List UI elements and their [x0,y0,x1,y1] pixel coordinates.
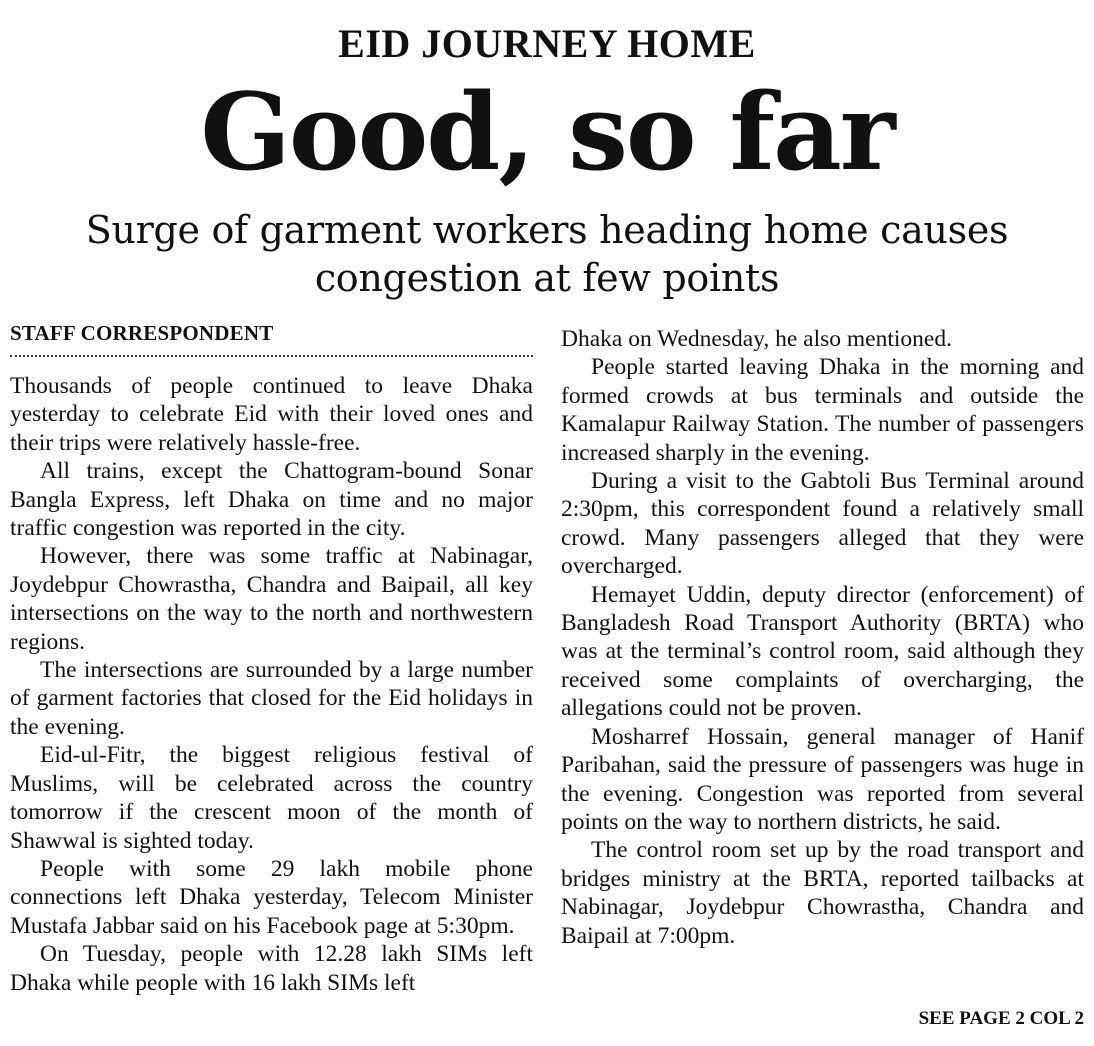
headline: Good, so far [200,69,894,194]
body-paragraph: All trains, except the Chattogram-bound Sonar Bangla Express, left Dhaka on time and no major traffic congestion was reported in the city. [10,458,533,542]
body-paragraph: Mosharref Hossain, general manager of Hanif Paribahan, said the pressure of passengers was huge in the evening. Congestion was reported from several points on the way to northern districts, he said. [561,723,1084,835]
body-paragraph: Hemayet Uddin, deputy director (enforcement) of Bangladesh Road Transport Authority (BRTA) who was at the terminal’s control room, said although they received some complaints of overcharging, the allegations could not be proven. [561,581,1084,722]
body-paragraph: Thousands of people continued to leave Dhaka yesterday to celebrate Eid with their loved ones and their trips were relatively hassle-free. [10,373,533,456]
byline-divider [10,355,533,357]
body-paragraph: However, there was some traffic at Nabinagar, Joydebpur Chowrastha, Chandra and Baipail, all key intersections on the way to the north and northwestern regions. [10,543,533,655]
deck-subheadline: Surge of garment workers heading home causes congestion at few points [85,208,1009,300]
continuation-jump-line: SEE PAGE 2 COL 2 [918,1008,1084,1029]
body-paragraph: During a visit to the Gabtoli Bus Terminal around 2:30pm, this correspondent found a relatively small crowd. Many passengers alleged that they were overcharged. [561,468,1084,580]
body-paragraph: People with some 29 lakh mobile phone connections left Dhaka yesterday, Telecom Minister Mustafa Jabbar said on his Facebook page at 5:30pm. [10,855,533,939]
article-column-right [561,325,1084,950]
body-paragraph-continued: Dhaka on Wednesday, he also mentioned. [561,326,952,352]
article-column-left [10,372,533,997]
body-paragraph: Eid-ul-Fitr, the biggest religious festival of Muslims, will be celebrated across the country tomorrow if the crescent moon of the month of Shawwal is sighted today. [10,742,533,854]
byline: STAFF CORRESPONDENT [10,321,274,345]
body-paragraph: People started leaving Dhaka in the morning and formed crowds at bus terminals and outside the Kamalapur Railway Station. The number of passengers increased sharply in the evening. [561,354,1084,466]
body-paragraph: On Tuesday, people with 12.28 lakh SIMs left Dhaka while people with 16 lakh SIMs left [10,941,533,996]
body-paragraph: The intersections are surrounded by a large number of garment factories that closed for the Eid holidays in the evening. [10,657,533,740]
kicker: EID JOURNEY HOME [338,21,756,66]
body-paragraph: The control room set up by the road transport and bridges ministry at the BRTA, reported tailbacks at Nabinagar, Joydebpur Chowrastha, Chandra and Baipail at 7:00pm. [561,837,1084,949]
